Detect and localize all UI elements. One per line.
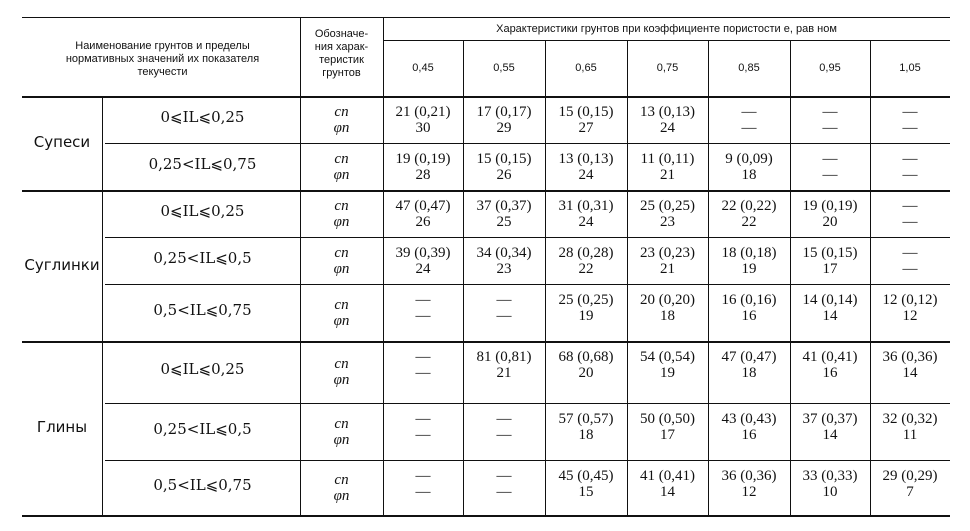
cohesion-value: 12 (0,12)	[882, 292, 938, 308]
friction-angle-value: —	[415, 365, 431, 381]
porosity-value-header: 0,45	[412, 62, 434, 74]
friction-angle-value: 18	[660, 308, 675, 324]
friction-angle-value: 28	[415, 167, 431, 183]
friction-angle-value: 24	[415, 261, 431, 277]
friction-angle-value: 20	[822, 214, 838, 230]
porosity-group-header: Характеристики грунтов при коэффициенте пористости e, рав ном	[496, 23, 837, 35]
group-rule	[22, 341, 950, 343]
cohesion-value: 31 (0,31)	[558, 198, 614, 214]
cohesion-value: 47 (0,47)	[395, 198, 451, 214]
cohesion-value: —	[496, 411, 512, 427]
friction-angle-symbol: φп	[333, 431, 350, 448]
friction-angle-value: 18	[741, 167, 757, 183]
cohesion-value: 25 (0,25)	[558, 292, 614, 308]
friction-angle-symbol: φп	[333, 312, 350, 329]
cohesion-value: 54 (0,54)	[640, 349, 695, 365]
cohesion-value: 37 (0,37)	[476, 198, 532, 214]
friction-angle-symbol: φп	[333, 166, 350, 183]
table-bottom-rule	[22, 515, 950, 517]
cohesion-value: —	[902, 198, 918, 214]
friction-angle-symbol: φп	[333, 213, 350, 230]
cohesion-value: —	[415, 292, 431, 308]
liquidity-condition: 0⩽IL⩽0,25	[160, 360, 245, 378]
friction-angle-symbol: φп	[333, 487, 350, 504]
cohesion-value: 33 (0,33)	[802, 468, 858, 484]
liquidity-condition: 0,5<IL⩽0,75	[153, 475, 252, 494]
row-rule	[105, 403, 950, 404]
cohesion-value: 21 (0,21)	[395, 104, 451, 120]
cohesion-value: 14 (0,14)	[802, 292, 858, 308]
friction-angle-value: 12	[741, 484, 757, 500]
friction-angle-value: 30	[415, 120, 431, 136]
friction-angle-value: 19	[741, 261, 757, 277]
cohesion-value: —	[902, 151, 918, 167]
friction-angle-value: —	[741, 120, 757, 136]
cohesion-value: 13 (0,13)	[640, 104, 695, 120]
row-rule	[105, 143, 950, 144]
cohesion-value: 17 (0,17)	[476, 104, 532, 120]
cohesion-symbol: cп	[334, 296, 349, 313]
cohesion-value: 15 (0,15)	[558, 104, 614, 120]
friction-angle-value: 14	[902, 365, 918, 381]
cohesion-value: 36 (0,36)	[882, 349, 938, 365]
friction-angle-value: —	[902, 261, 918, 277]
symbol-col-header: ния харак-	[314, 41, 369, 53]
cohesion-value: 25 (0,25)	[640, 198, 695, 214]
friction-angle-value: —	[415, 484, 431, 500]
cohesion-value: 19 (0,19)	[802, 198, 858, 214]
cohesion-value: 18 (0,18)	[721, 245, 777, 261]
cohesion-symbol: cп	[334, 415, 349, 432]
friction-angle-value: 19	[660, 365, 675, 381]
liquidity-condition: 0⩽IL⩽0,25	[160, 107, 245, 126]
soil-type-label: Глины	[36, 418, 88, 436]
name-col-header: нормативных значений их показателя	[65, 53, 260, 65]
cohesion-value: 19 (0,19)	[395, 151, 451, 167]
friction-angle-value: 16	[741, 308, 757, 324]
symbol-col-header: теристик	[319, 54, 364, 66]
friction-angle-value: 12	[902, 308, 918, 324]
liquidity-condition: 0,25<IL⩽0,5	[153, 248, 252, 267]
soil-type-label: Супеси	[33, 133, 91, 151]
friction-angle-value: 27	[578, 120, 594, 136]
friction-angle-value: 26	[496, 167, 512, 183]
symbol-col-header: грунтов	[322, 67, 361, 79]
group-rule	[22, 190, 950, 192]
row-rule	[105, 460, 950, 461]
friction-angle-value: 24	[578, 167, 594, 183]
cohesion-value: —	[496, 292, 512, 308]
liquidity-condition: 0,25<IL⩽0,5	[153, 419, 252, 438]
name-col-header: Наименование грунтов и пределы	[75, 40, 250, 52]
table-top-rule	[22, 17, 950, 18]
cohesion-value: 29 (0,29)	[882, 468, 938, 484]
cohesion-value: 20 (0,20)	[640, 292, 695, 308]
friction-angle-value: 14	[660, 484, 675, 500]
cohesion-value: —	[822, 151, 838, 167]
cohesion-symbol: cп	[334, 244, 349, 261]
friction-angle-value: 21	[660, 261, 675, 277]
friction-angle-value: 21	[660, 167, 675, 183]
friction-angle-value: 22	[578, 261, 594, 277]
cohesion-value: —	[415, 411, 431, 427]
friction-angle-value: 23	[496, 261, 512, 277]
cohesion-value: 34 (0,34)	[476, 245, 532, 261]
friction-angle-value: 25	[496, 214, 512, 230]
name-col-rule	[102, 96, 103, 515]
cohesion-value: —	[415, 349, 431, 365]
cohesion-symbol: cп	[334, 103, 349, 120]
friction-angle-value: —	[496, 484, 512, 500]
friction-angle-value: —	[822, 120, 838, 136]
cohesion-symbol: cп	[334, 356, 349, 372]
friction-angle-value: —	[415, 308, 431, 324]
liquidity-condition: 0⩽IL⩽0,25	[160, 201, 245, 220]
cohesion-value: —	[415, 468, 431, 484]
row-rule	[105, 237, 950, 238]
symbol-col-header: Обозначе-	[314, 28, 369, 40]
friction-angle-value: 16	[822, 365, 838, 381]
cohesion-value: 39 (0,39)	[395, 245, 451, 261]
friction-angle-value: 11	[902, 427, 918, 443]
cohesion-value: 45 (0,45)	[558, 468, 614, 484]
cohesion-value: 23 (0,23)	[640, 245, 695, 261]
liquidity-condition: 0,5<IL⩽0,75	[153, 300, 252, 319]
cohesion-value: 36 (0,36)	[721, 468, 777, 484]
friction-angle-value: 10	[822, 484, 838, 500]
friction-angle-value: 29	[496, 120, 512, 136]
cohesion-value: —	[496, 468, 512, 484]
friction-angle-value: 7	[906, 484, 914, 500]
cohesion-symbol: cп	[334, 471, 349, 488]
friction-angle-value: 22	[741, 214, 757, 230]
cohesion-value: 41 (0,41)	[802, 349, 858, 365]
friction-angle-value: 18	[578, 427, 594, 443]
liquidity-condition: 0,25<IL⩽0,75	[148, 154, 257, 173]
porosity-value-header: 0,75	[656, 62, 679, 74]
cohesion-symbol: cп	[334, 150, 349, 167]
friction-angle-symbol: φп	[333, 260, 350, 277]
cohesion-value: 9 (0,09)	[725, 151, 773, 167]
cohesion-value: 37 (0,37)	[802, 411, 858, 427]
porosity-value-header: 0,85	[738, 62, 760, 74]
porosity-value-header: 0,65	[575, 62, 597, 74]
porosity-value-header: 0,95	[819, 62, 841, 74]
porosity-value-header: 0,55	[493, 62, 515, 74]
header-bottom-rule	[22, 96, 950, 98]
friction-angle-value: 24	[578, 214, 594, 230]
friction-angle-value: 14	[822, 427, 838, 443]
friction-angle-value: 20	[578, 365, 594, 381]
cohesion-value: 16 (0,16)	[721, 292, 777, 308]
friction-angle-value: —	[822, 167, 838, 183]
cohesion-value: 43 (0,43)	[721, 411, 777, 427]
cohesion-value: 50 (0,50)	[640, 411, 695, 427]
friction-angle-value: 26	[415, 214, 431, 230]
name-col-header: текучести	[137, 66, 188, 78]
friction-angle-symbol: φп	[333, 119, 350, 136]
friction-angle-value: 18	[741, 365, 757, 381]
friction-angle-value: —	[496, 308, 512, 324]
cohesion-value: 15 (0,15)	[802, 245, 858, 261]
friction-angle-value: —	[496, 427, 512, 443]
cohesion-value: 32 (0,32)	[882, 411, 938, 427]
cohesion-value: 11 (0,11)	[640, 151, 695, 167]
friction-angle-value: 16	[741, 427, 757, 443]
cohesion-value: 47 (0,47)	[721, 349, 777, 365]
cohesion-value: 57 (0,57)	[558, 411, 614, 427]
cohesion-value: —	[822, 104, 838, 120]
cohesion-value: —	[902, 104, 918, 120]
row-rule	[105, 284, 950, 285]
header-split-rule	[383, 40, 950, 41]
porosity-value-header: 1,05	[899, 62, 921, 74]
cohesion-value: 13 (0,13)	[558, 151, 614, 167]
friction-angle-value: —	[415, 427, 431, 443]
cohesion-value: 28 (0,28)	[558, 245, 614, 261]
friction-angle-value: 21	[496, 365, 512, 381]
friction-angle-value: 17	[822, 261, 838, 277]
friction-angle-value: —	[902, 214, 918, 230]
friction-angle-value: 19	[578, 308, 594, 324]
friction-angle-symbol: φп	[333, 372, 350, 388]
cohesion-value: —	[741, 104, 757, 120]
soil-type-label: Суглинки	[24, 255, 100, 274]
cohesion-value: 22 (0,22)	[721, 198, 777, 214]
friction-angle-value: 14	[822, 308, 838, 324]
friction-angle-value: 23	[660, 214, 675, 230]
cohesion-symbol: cп	[334, 197, 349, 214]
friction-angle-value: —	[902, 120, 918, 136]
cohesion-value: 41 (0,41)	[640, 468, 695, 484]
friction-angle-value: —	[902, 167, 918, 183]
cohesion-value: 68 (0,68)	[558, 349, 614, 365]
cohesion-value: 15 (0,15)	[476, 151, 532, 167]
friction-angle-value: 17	[660, 427, 675, 443]
friction-angle-value: 24	[660, 120, 675, 136]
cohesion-value: —	[902, 245, 918, 261]
friction-angle-value: 15	[578, 484, 594, 500]
cohesion-value: 81 (0,81)	[476, 349, 532, 365]
